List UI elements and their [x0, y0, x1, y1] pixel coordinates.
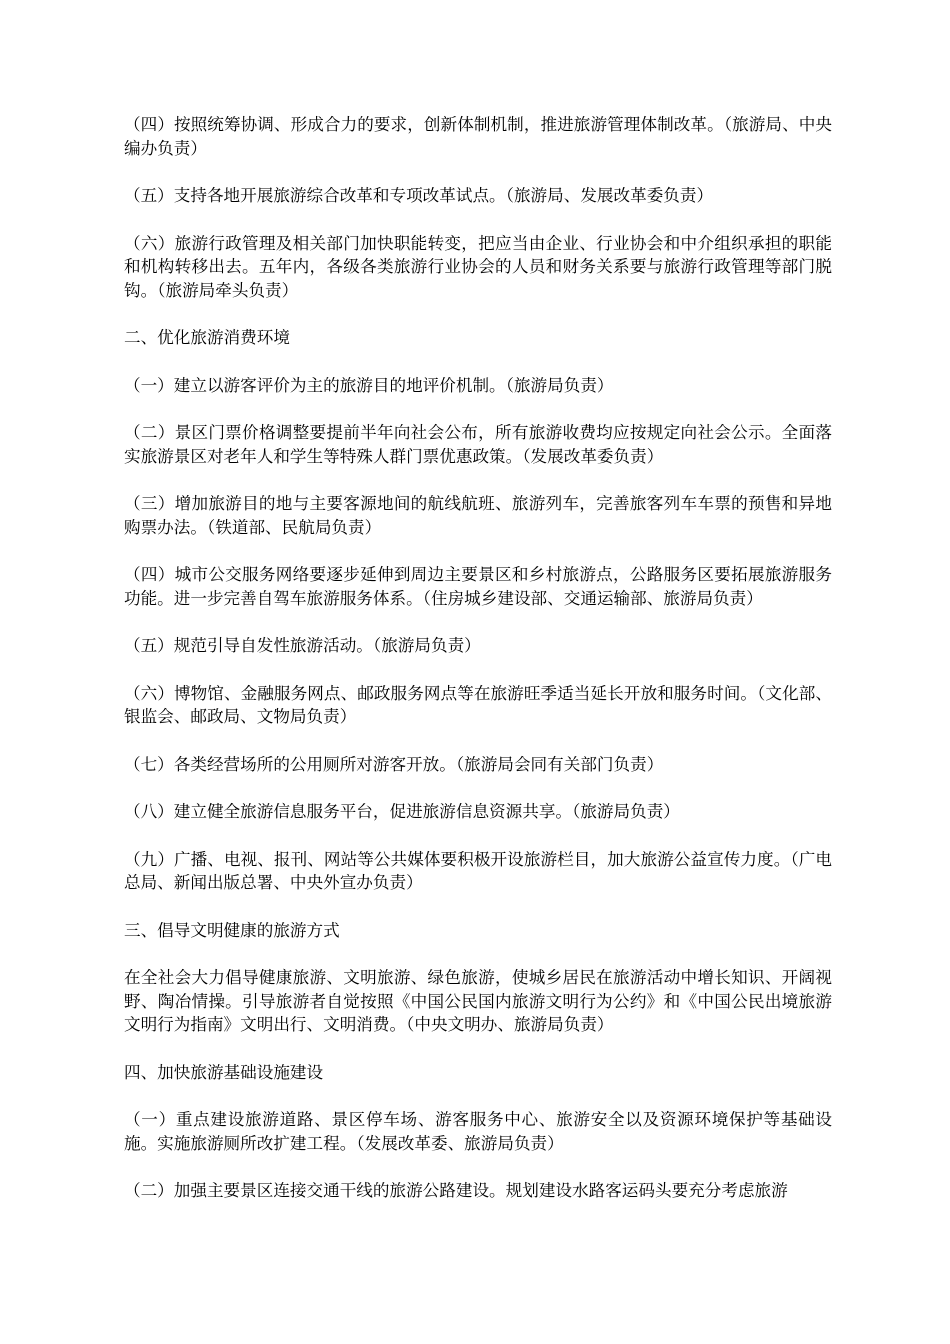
paragraph-6-functions: （六）旅游行政管理及相关部门加快职能转变，把应当由企业、行业协会和中介组织承担的职能和机构转移出去。五年内，各级各类旅游行业协会的人员和财务关系要与旅游行政管理等部门脱钩。（旅游局牵头负责）	[124, 233, 832, 300]
paragraph-5-spontaneous: （五）规范引导自发性旅游活动。（旅游局负责）	[124, 636, 481, 655]
paragraph-1-evaluation: （一）建立以游客评价为主的旅游目的地评价机制。（旅游局负责）	[124, 375, 614, 395]
paragraph-9-media: （九）广播、电视、报刊、网站等公共媒体要积极开设旅游栏目，加大旅游公益宣传力度。（广电总局、新闻出版总署、中央外宣办负责）	[124, 849, 832, 892]
paragraph-2-roads: （二）加强主要景区连接交通干线的旅游公路建设。规划建设水路客运码头要充分考虑旅游	[124, 1181, 788, 1200]
paragraph-2-ticket-price: （二）景区门票价格调整要提前半年向社会公布，所有旅游收费均应按规定向社会公示。全面落实旅游景区对老年人和学生等特殊人群门票优惠政策。（发展改革委负责）	[124, 423, 832, 466]
section-heading-3: 三、倡导文明健康的旅游方式	[124, 920, 340, 940]
paragraph-7-toilets: （七）各类经营场所的公用厕所对游客开放。（旅游局会同有关部门负责）	[124, 754, 664, 774]
paragraph-4-public-transit: （四）城市公交服务网络要逐步延伸到周边主要景区和乡村旅游点，公路服务区要拓展旅游服务功能。进一步完善自驾车旅游服务体系。（住房城乡建设部、交通运输部、旅游局负责）	[124, 565, 832, 608]
paragraph-6-opening-hours: （六）博物馆、金融服务网点、邮政服务网点等在旅游旺季适当延长开放和服务时间。（文化部、银监会、邮政局、文物局负责）	[124, 683, 832, 726]
paragraph-civilized-travel: 在全社会大力倡导健康旅游、文明旅游、绿色旅游，使城乡居民在旅游活动中增长知识、开阔视野、陶冶情操。引导旅游者自觉按照《中国公民国内旅游文明行为公约》和《中国公民出境旅游文明行为指南》文明出行、文明消费。（中央文明办、旅游局负责）	[124, 968, 832, 1034]
section-heading-4: 四、加快旅游基础设施建设	[124, 1062, 324, 1082]
paragraph-4-reform: （四）按照统筹协调、形成合力的要求，创新体制机制，推进旅游管理体制改革。（旅游局、中央编办负责）	[124, 115, 832, 158]
paragraph-5-pilot: （五）支持各地开展旅游综合改革和专项改革试点。（旅游局、发展改革委负责）	[124, 186, 714, 205]
paragraph-3-transport: （三）增加旅游目的地与主要客源地间的航线航班、旅游列车，完善旅客列车车票的预售和异地购票办法。（铁道部、民航局负责）	[124, 494, 832, 537]
section-heading-2: 二、优化旅游消费环境	[124, 328, 290, 347]
paragraph-1-infrastructure: （一）重点建设旅游道路、景区停车场、游客服务中心、旅游安全以及资源环境保护等基础设施。实施旅游厕所改扩建工程。（发展改革委、旅游局负责）	[124, 1110, 832, 1153]
document-body	[124, 113, 832, 1227]
paragraph-8-info-platform: （八）建立健全旅游信息服务平台，促进旅游信息资源共享。（旅游局负责）	[124, 802, 680, 821]
